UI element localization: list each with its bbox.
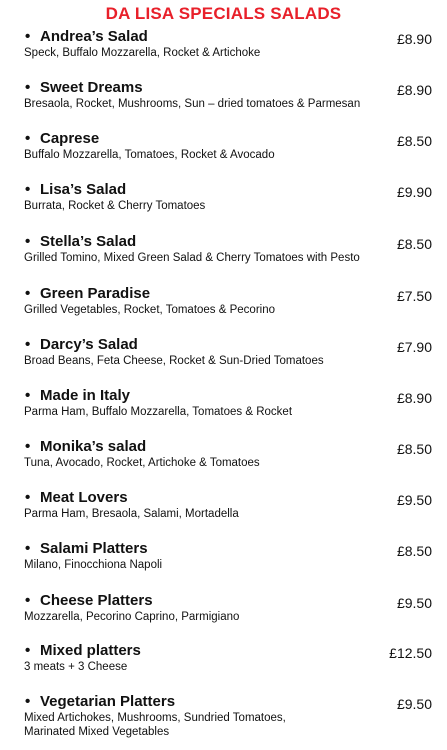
item-name: Stella’s Salad [40, 233, 137, 250]
bullet: • [25, 489, 31, 506]
bullet: • [25, 592, 31, 609]
menu-item-vegetarian-platters [0, 692, 447, 738]
item-name: Sweet Dreams [40, 79, 143, 96]
item-price: £9.50 [396, 696, 432, 712]
item-description: Tuna, Avocado, Rocket, Artichoke & Tomatoes [24, 457, 260, 469]
item-name: Mixed platters [40, 642, 141, 659]
item-price: £8.50 [396, 543, 432, 559]
bullet: • [25, 130, 31, 147]
item-price: £9.50 [396, 492, 432, 508]
item-price: £8.50 [396, 133, 432, 149]
menu-item-cheese-platters [0, 591, 447, 623]
item-description: Mixed Artichokes, Mushrooms, Sundried Tomatoes, Marinated Mixed Vegetables [24, 712, 286, 738]
item-price: £7.90 [396, 339, 432, 355]
item-description: Milano, Finocchiona Napoli [24, 559, 163, 571]
bullet: • [25, 387, 31, 404]
item-price: £8.50 [396, 236, 432, 252]
item-price: £8.90 [396, 31, 432, 47]
item-price: £8.90 [396, 390, 432, 406]
item-name: Vegetarian Platters [40, 693, 176, 710]
bullet: • [25, 540, 31, 557]
item-description: Speck, Buffalo Mozzarella, Rocket & Artichoke [24, 47, 261, 59]
item-name: Green Paradise [40, 285, 151, 302]
item-description: Grilled Vegetables, Rocket, Tomatoes & Pecorino [24, 304, 276, 316]
bullet: • [25, 336, 31, 353]
menu-item-salami-platters [0, 539, 447, 571]
item-description: Buffalo Mozzarella, Tomatoes, Rocket & Avocado [24, 149, 275, 161]
menu-item-made-in-italy [0, 386, 447, 418]
item-name: Monika’s salad [40, 438, 147, 455]
item-name: Made in Italy [40, 387, 131, 404]
bullet: • [25, 438, 31, 455]
bullet: • [25, 233, 31, 250]
item-price: £7.50 [396, 288, 432, 304]
item-description: Burrata, Rocket & Cherry Tomatoes [24, 200, 206, 212]
item-name: Salami Platters [40, 540, 148, 557]
menu-item-green-paradise [0, 284, 447, 316]
bullet: • [25, 693, 31, 710]
menu-title: DA LISA SPECIALS SALADS [105, 4, 342, 23]
item-name: Cheese Platters [40, 592, 153, 609]
bullet: • [25, 79, 31, 96]
item-name: Darcy’s Salad [40, 336, 138, 353]
menu-item-meat-lovers [0, 488, 447, 520]
menu-item-monikas-salad [0, 437, 447, 469]
item-description: Bresaola, Rocket, Mushrooms, Sun – dried tomatoes & Parmesan [24, 98, 361, 110]
bullet: • [25, 28, 31, 45]
menu-item-stellas-salad [0, 232, 447, 264]
item-description: Broad Beans, Feta Cheese, Rocket & Sun-Dried Tomatoes [24, 355, 324, 367]
item-description: Mozzarella, Pecorino Caprino, Parmigiano [24, 611, 240, 623]
bullet: • [25, 285, 31, 302]
item-price: £8.50 [396, 441, 432, 457]
menu-item-darcys-salad [0, 335, 447, 367]
menu-item-mixed-platters [0, 641, 447, 673]
bullet: • [25, 181, 31, 198]
item-price: £8.90 [396, 82, 432, 98]
menu-item-andreas-salad [0, 27, 447, 59]
menu-item-sweet-dreams [0, 78, 447, 110]
item-name: Lisa’s Salad [40, 181, 127, 198]
item-price: £9.90 [396, 184, 432, 200]
item-description: Parma Ham, Bresaola, Salami, Mortadella [24, 508, 239, 520]
item-price: £12.50 [389, 645, 432, 661]
bullet: • [25, 642, 31, 659]
item-name: Andrea’s Salad [40, 28, 148, 45]
item-description: 3 meats + 3 Cheese [24, 661, 128, 673]
item-description: Grilled Tomino, Mixed Green Salad & Cherry Tomatoes with Pesto [24, 252, 360, 264]
item-name: Caprese [40, 130, 100, 147]
menu-item-caprese [0, 129, 447, 161]
item-name: Meat Lovers [40, 489, 128, 506]
menu-item-lisas-salad [0, 180, 447, 212]
item-description: Parma Ham, Buffalo Mozzarella, Tomatoes & Rocket [24, 406, 293, 418]
item-price: £9.50 [396, 595, 432, 611]
